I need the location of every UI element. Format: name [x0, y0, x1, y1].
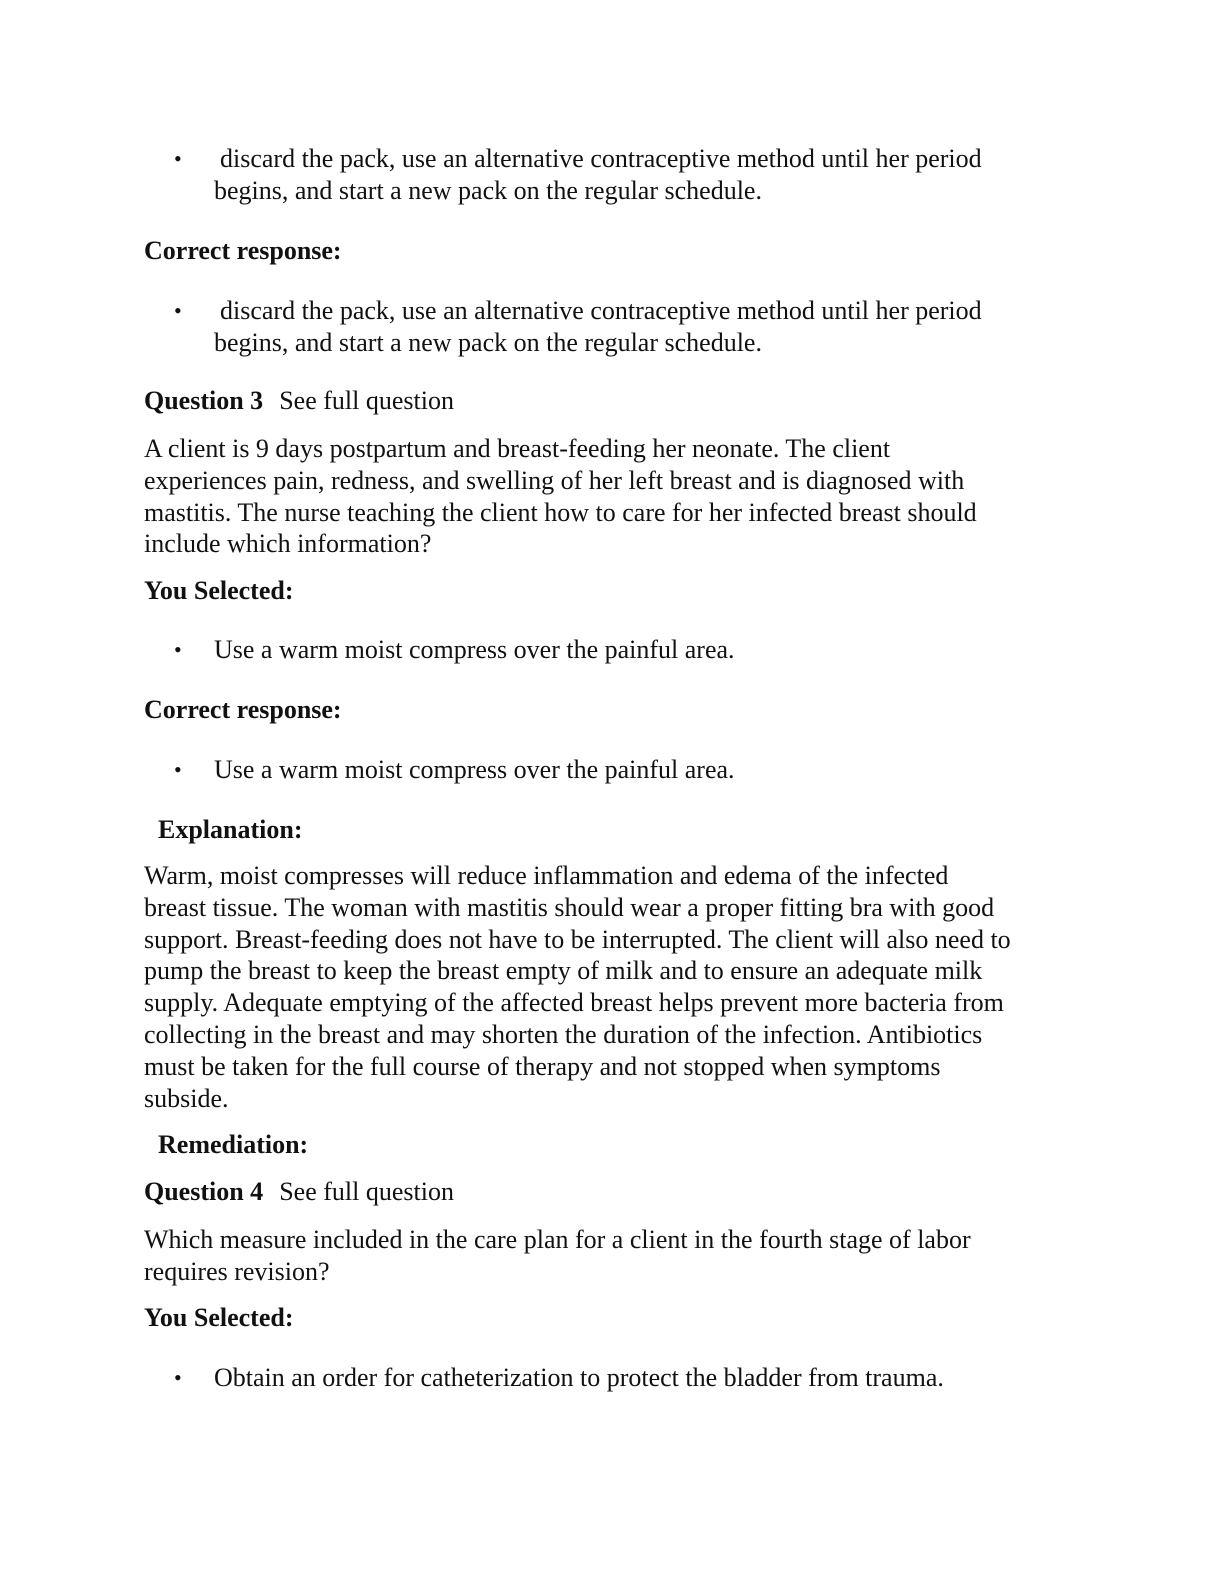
option-text-line: discard the pack, use an alternative contraceptive method until her period: [220, 144, 982, 173]
correct-answer: Use a warm moist compress over the painful area.: [214, 755, 735, 784]
see-full-question-link[interactable]: See full question: [279, 386, 454, 415]
question-number: Question 3: [144, 386, 264, 415]
explanation-heading: Explanation:: [158, 815, 303, 844]
option-text-line: begins, and start a new pack on the regular schedule.: [214, 176, 762, 205]
option-text-line: begins, and start a new pack on the regular schedule.: [214, 328, 762, 357]
see-full-question-link[interactable]: See full question: [279, 1177, 454, 1206]
bullet-icon: •: [174, 1365, 182, 1390]
correct-response-heading: Correct response:: [144, 695, 342, 724]
question-3-header: [144, 385, 454, 417]
option-text-line: discard the pack, use an alternative contraceptive method until her period: [220, 296, 982, 325]
selected-answer: Use a warm moist compress over the painful area.: [214, 635, 735, 664]
explanation-text: Warm, moist compresses will reduce inflammation and edema of the infected breast tissue. The woman with mastitis should wear a proper fitting bra with good support. Breast-feeding does not have to be interrupted. The client will also need to pump the breast to keep the breast empty of milk and to ensure an adequate milk supply. Adequate emptying of the affected breast helps prevent more bacteria from collecting in the breast and may shorten the duration of the infection. Antibiotics must be taken for the full course of therapy and not stopped when symptoms subside.: [144, 861, 1011, 1113]
selected-answer: Obtain an order for catheterization to protect the bladder from trauma.: [214, 1363, 944, 1392]
bullet-icon: •: [174, 298, 182, 323]
question-4-header: [144, 1176, 454, 1208]
bullet-icon: •: [174, 757, 182, 782]
question-number: Question 4: [144, 1177, 264, 1206]
bullet-icon: •: [174, 146, 182, 171]
bullet-icon: •: [174, 637, 182, 662]
remediation-heading: Remediation:: [158, 1130, 309, 1159]
correct-response-heading: Correct response:: [144, 236, 342, 265]
you-selected-heading: You Selected:: [144, 1303, 294, 1332]
you-selected-heading: You Selected:: [144, 576, 294, 605]
question-text: A client is 9 days postpartum and breast-feeding her neonate. The client experiences pain, redness, and swelling of her left breast and is diagnosed with mastitis. The nurse teaching the client how to care for her infected breast should include which information?: [144, 434, 977, 559]
question-text: Which measure included in the care plan for a client in the fourth stage of labor requires revision?: [144, 1225, 971, 1286]
